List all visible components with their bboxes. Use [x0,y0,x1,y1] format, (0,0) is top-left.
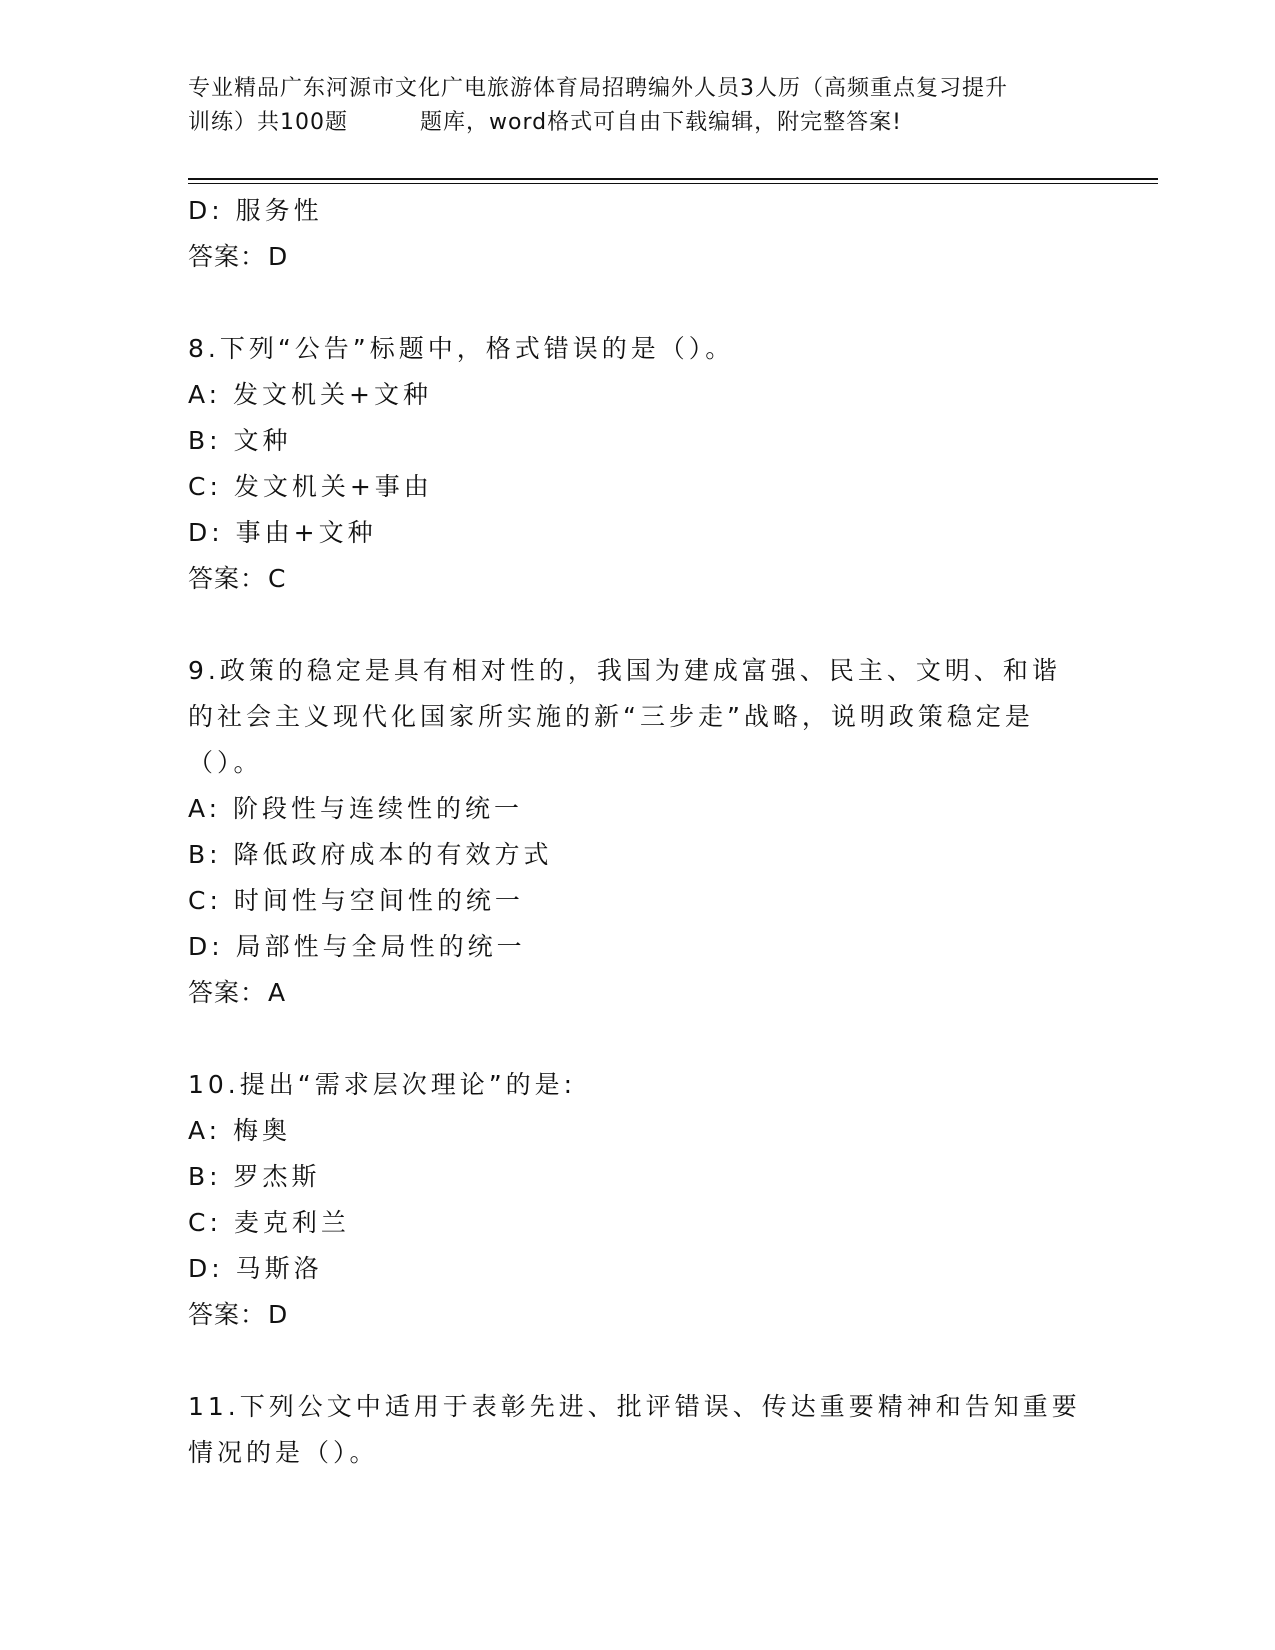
header-rule-thin [188,183,1158,184]
document-header [188,72,1093,140]
question-9 [188,648,1088,1016]
option-b: B: 罗杰斯 [188,1162,321,1191]
option-c: C: 发文机关+事由 [188,472,433,501]
option-a: A: 发文机关+文种 [188,380,432,409]
answer-value: C [268,564,287,593]
answer-label: 答案： [188,978,267,1007]
option-d: D: 局部性与全局性的统一 [188,932,526,961]
header-title-line1: 专业精品广东河源市文化广电旅游体育局招聘编外人员3人历（高频重点复习提升 [188,76,1008,101]
question-10 [188,1062,1088,1338]
answer [188,970,1088,1016]
answer [188,1292,1088,1338]
answer-label: 答案： [188,242,267,271]
answer-value: D [268,1300,289,1329]
question-text: 8.下列“公告”标题中，格式错误的是（）。 [188,334,735,363]
question-text: 11.下列公文中适用于表彰先进、批评错误、传达重要精神和告知重要情况的是（）。 [188,1392,1081,1467]
header-title-line2-a: 训练）共100题 [188,110,348,135]
answer [188,556,1088,602]
answer-value: D [268,242,289,271]
header-rule-thick [188,178,1158,180]
header-title-line2-b: 题库，word格式可自由下载编辑，附完整答案! [420,110,902,135]
question-text: 10.提出“需求层次理论”的是: [188,1070,577,1099]
answer-label: 答案： [188,1300,267,1329]
option-d: D: 马斯洛 [188,1254,323,1283]
option-b: B: 文种 [188,426,292,455]
question-text: 9.政策的稳定是具有相对性的，我国为建成富强、民主、文明、和谐的社会主义现代化国家所实施的新“三步走”战略，说明政策稳定是（）。 [188,656,1061,777]
option-b: B: 降低政府成本的有效方式 [188,840,553,869]
option-c: C: 时间性与空间性的统一 [188,886,524,915]
answer-label: 答案： [188,564,267,593]
question-content [188,188,1088,1476]
question-11 [188,1384,1088,1476]
question-8 [188,326,1088,602]
option-a: A: 阶段性与连续性的统一 [188,794,524,823]
prev-option-d: D: 服务性 [188,196,323,225]
option-d: D: 事由+文种 [188,518,377,547]
prev-answer [188,234,1088,280]
answer-value: A [268,978,287,1007]
header-title-line2 [188,106,1093,140]
option-c: C: 麦克利兰 [188,1208,350,1237]
option-a: A: 梅奥 [188,1116,292,1145]
